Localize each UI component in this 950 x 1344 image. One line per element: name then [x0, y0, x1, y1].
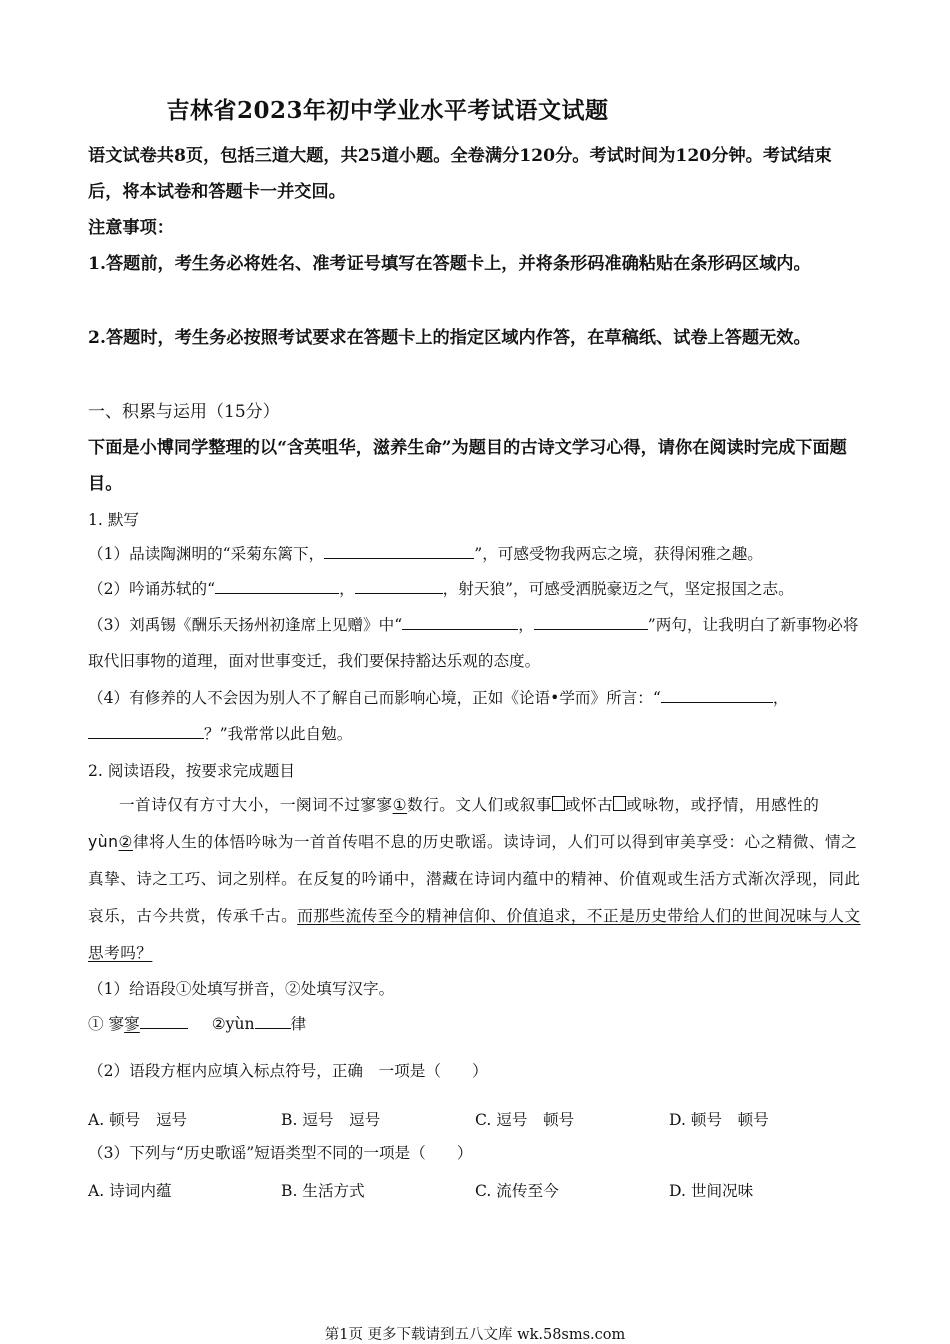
- punctuation-box: [613, 796, 626, 811]
- option-c[interactable]: C. 流传至今: [475, 1182, 559, 1200]
- notice-heading: 注意事项：: [88, 218, 174, 238]
- q1-item-4: [88, 680, 863, 752]
- mark-1: ①: [392, 796, 408, 814]
- q1-item-4-text-b: ，: [772, 689, 789, 707]
- q1-item-3: [88, 607, 863, 679]
- notice-item-2: 2.答题时，考生务必按照考试要求在答题卡上的指定区域内作答，在草稿纸、试卷上答题无效。: [88, 328, 811, 348]
- passage-text-b: 数行。文人们或叙事: [407, 796, 552, 814]
- answer-blank[interactable]: [661, 686, 773, 703]
- answer-blank[interactable]: [402, 613, 518, 630]
- q1-item-2: [88, 571, 863, 607]
- q1-item-2-text-c: ，射天狼”，可感受洒脱豪迈之气，坚定报国之志。: [442, 580, 794, 598]
- q2-sub-3: （3）下列与“历史歌谣”短语类型不同的一项是（ ）: [88, 1144, 473, 1162]
- section-description: 下面是小博同学整理的以“含英咀华，滋养生命”为题目的古诗文学习心得，请你在阅读时完成下面题目。: [88, 438, 847, 494]
- fill-2-text-a: ②yùn: [211, 1015, 255, 1033]
- q1-item-1-text-a: （1）品读陶渊明的“采菊东篱下，: [88, 545, 325, 563]
- q1-item-3-text-a: （3）刘禹锡《酬乐天扬州初逢席上见赠》中“: [88, 616, 403, 634]
- q1-item-1-text-b: ”，可感受物我两忘之境，获得闲雅之趣。: [474, 545, 763, 563]
- underlined-sentence: 而那些流传至今的精神信仰、价值追求，不正是历史带给人们的世间况味与人文思考吗？: [88, 907, 861, 962]
- option-b[interactable]: B. 生活方式: [281, 1182, 365, 1200]
- fill-2-text-b: 律: [290, 1015, 307, 1033]
- q2-sub-1-fill: [88, 1006, 863, 1042]
- intro-text: 语文试卷共8页，包括三道大题，共25道小题。全卷满分120分。考试时间为120分钟。考试结束后，将本试卷和答题卡一并交回。: [88, 146, 832, 202]
- q1-item-4-text-c: ？”我常常以此自勉。: [204, 725, 353, 743]
- answer-blank[interactable]: [88, 722, 204, 739]
- passage-text-e: 律将人生的体悟吟咏为一首首传唱不息的历史歌谣。读诗词，人们可以得到审美享受：心之精微、情之真挚、诗之工巧、词之别样。在反复的吟诵中，潜藏在诗词内蕴中的精神、价值观或生活方式渐次浮现，同此哀乐，古今共赏，传承千古。: [88, 833, 861, 925]
- question-2-heading: 2. 阅读语段，按要求完成题目: [88, 762, 295, 780]
- option-c[interactable]: C. 逗号 顿号: [475, 1111, 575, 1129]
- passage-text-d: 或咏物，或抒情，用感性的yùn: [88, 796, 820, 851]
- q2-sub-2: （2）语段方框内应填入标点符号，正确 一项是（ ）: [88, 1062, 488, 1080]
- section-heading: 一、积累与运用（15分）: [88, 402, 280, 422]
- q1-item-3-text-b: ，: [518, 616, 534, 634]
- answer-blank[interactable]: [534, 613, 648, 630]
- option-a[interactable]: A. 诗词内蕴: [88, 1182, 172, 1200]
- q2-sub-1: （1）给语段①处填写拼音，②处填写汉字。: [88, 980, 395, 998]
- mark-2: ②: [118, 833, 133, 851]
- page-title: 吉林省2023年初中学业水平考试语文试题: [166, 97, 609, 124]
- notice-item-1: 1.答题前，考生务必将姓名、准考证号填写在答题卡上，并将条形码准确粘贴在条形码区域内。: [88, 254, 811, 274]
- passage-text-c: 或怀古: [564, 796, 614, 814]
- reading-passage: [88, 787, 863, 972]
- q1-item-2-text-a: （2）吟诵苏轼的“: [88, 580, 216, 598]
- answer-blank[interactable]: [215, 577, 339, 594]
- option-a[interactable]: A. 顿号 逗号: [88, 1111, 188, 1129]
- question-1-heading: 1. 默写: [88, 511, 140, 529]
- q1-item-4-text-a: （4）有修养的人不会因为别人不了解自己而影响心境，正如《论语•学而》所言：“: [88, 689, 661, 707]
- page-footer: 第1页 更多下载请到五八文库 wk.58sms.com: [324, 1327, 626, 1343]
- answer-blank[interactable]: [324, 542, 474, 559]
- passage-text-a: 一首诗仅有方寸大小，一阕词不过寥寥: [119, 796, 393, 814]
- fill-1-text-b: 寥: [124, 1015, 140, 1033]
- pinyin-blank[interactable]: [140, 1012, 188, 1029]
- option-d[interactable]: D. 顿号 顿号: [669, 1111, 769, 1129]
- character-blank[interactable]: [255, 1012, 291, 1029]
- q1-item-1: [88, 536, 863, 572]
- q1-item-2-text-b: ，: [339, 580, 355, 598]
- fill-1-text-a: ① 寥: [88, 1015, 125, 1033]
- option-b[interactable]: B. 逗号 逗号: [281, 1111, 381, 1129]
- punctuation-box: [552, 796, 565, 811]
- answer-blank[interactable]: [355, 577, 443, 594]
- option-d[interactable]: D. 世间况味: [669, 1182, 754, 1200]
- q1-item-3-text-c: ”两句，让我明白了新事物必将取代旧事物的道理，面对世事变迁，我们要保持豁达乐观的态度。: [88, 616, 859, 670]
